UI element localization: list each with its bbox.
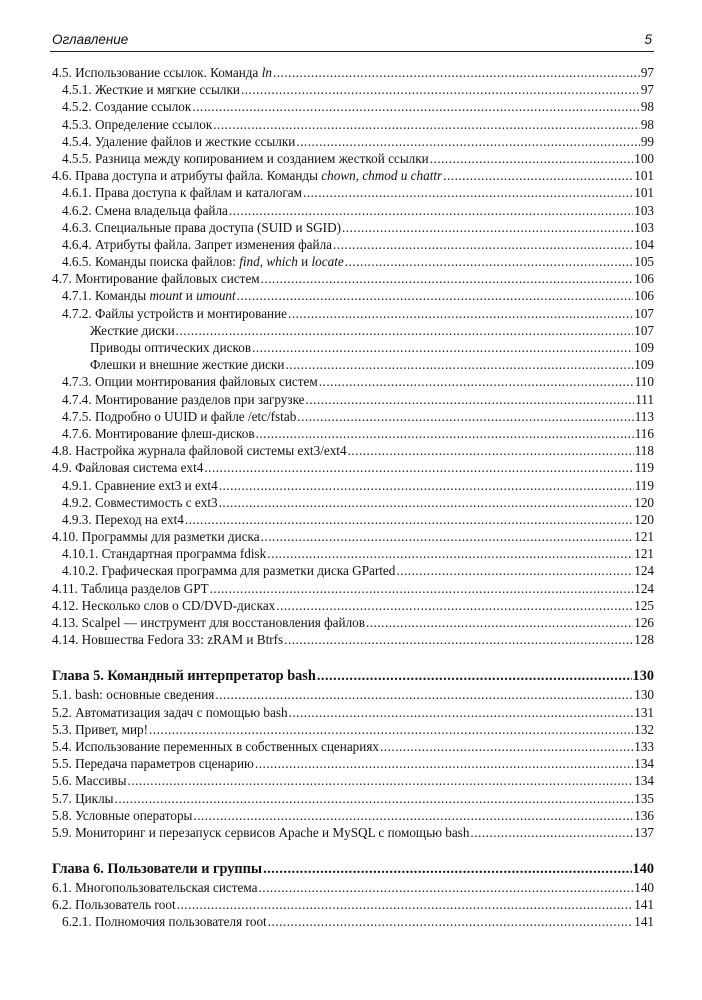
toc-entry-title-text: 4.9.2. Совместимость с ext3 <box>62 494 218 510</box>
toc-entry-title <box>50 545 266 562</box>
toc-leader-dots <box>443 167 633 184</box>
toc-entry-title-text: 4.7.3. Опции монтирования файловых систем <box>62 374 318 390</box>
toc-entry-title-text: Жесткие диски <box>90 322 175 338</box>
toc-entry-title <box>50 528 260 545</box>
toc-leader-dots <box>345 253 633 270</box>
toc-entry[interactable] <box>50 807 654 824</box>
toc-entry[interactable] <box>50 580 654 597</box>
toc-page-number: 104 <box>634 236 654 252</box>
toc-entry-title <box>50 772 127 789</box>
toc-leader-dots <box>297 408 633 425</box>
toc-entry[interactable] <box>50 64 654 81</box>
toc-entry-title-text: 4.6.2. Смена владельца файла <box>62 202 228 218</box>
toc-entry[interactable] <box>50 98 654 115</box>
toc-entry[interactable] <box>50 425 654 442</box>
toc-leader-dots <box>115 790 634 807</box>
toc-leader-dots <box>219 477 634 494</box>
toc-entry[interactable] <box>50 824 654 841</box>
toc-page-number: 141 <box>634 914 654 930</box>
toc-entry-title-text: 4.7.2. Файлы устройств и монтирование <box>62 305 288 321</box>
toc-entry-title <box>50 184 302 201</box>
toc-page-number: 109 <box>634 357 654 373</box>
toc-entry-title <box>50 98 191 115</box>
header-page-number: 5 <box>644 32 652 47</box>
toc-entry[interactable] <box>50 597 654 614</box>
toc-entry-title-italic: chown, chmod и chattr <box>321 168 443 184</box>
toc-entry-title <box>50 425 255 442</box>
toc-leader-dots <box>289 704 634 721</box>
toc-entry-title <box>50 494 218 511</box>
toc-page-number: 98 <box>640 99 654 115</box>
toc-entry-title <box>50 790 114 807</box>
toc-entry[interactable] <box>50 167 654 184</box>
toc-entry[interactable] <box>50 528 654 545</box>
toc-entry-title-text: 4.5.3. Определение ссылок <box>62 116 213 132</box>
toc-page-number: 106 <box>634 271 654 287</box>
toc-page-number: 134 <box>634 756 654 772</box>
toc-page-number: 103 <box>634 202 654 218</box>
toc-entry[interactable] <box>50 686 654 703</box>
toc-entry-title-text: 4.7. Монтирование файловых систем <box>52 271 260 287</box>
toc-page-number: 136 <box>634 807 654 823</box>
toc-leader-dots <box>256 425 634 442</box>
toc-entry-title <box>50 253 344 270</box>
toc-entry-title <box>50 614 365 631</box>
toc-page-number: 120 <box>634 494 654 510</box>
toc-page-number: 134 <box>634 773 654 789</box>
toc-entry[interactable] <box>50 322 654 339</box>
toc-leader-dots <box>285 356 633 373</box>
toc-entry-title <box>50 150 429 167</box>
toc-entry[interactable] <box>50 738 654 755</box>
toc-leader-dots <box>288 305 633 322</box>
toc-page-number: 119 <box>634 477 654 493</box>
toc-entry-title-text: 4.5. Использование ссылок. Команда <box>52 65 262 80</box>
toc-entry-title-italic: umount <box>196 288 236 304</box>
toc-entry[interactable] <box>50 236 654 253</box>
toc-entry[interactable] <box>50 356 654 373</box>
toc-page-number: 140 <box>632 861 654 878</box>
toc-entry[interactable] <box>50 545 654 562</box>
toc-entry-title <box>50 219 341 236</box>
toc-entry-title-text: 4.5.5. Разница между копированием и созданием жесткой ссылки <box>62 150 429 166</box>
toc-entry-title-italic: find, which <box>239 254 298 270</box>
toc-entry[interactable] <box>50 913 654 930</box>
toc-page-number: 110 <box>634 374 654 390</box>
toc-entry-title-text: 5.3. Привет, мир! <box>52 721 149 737</box>
toc-entry-title-text: 6.1. Многопользовательская система <box>52 880 258 896</box>
toc-entry[interactable] <box>50 879 654 896</box>
toc-leader-dots <box>276 597 633 614</box>
toc-page-number: 141 <box>634 897 654 913</box>
toc-entry-title-text: 5.2. Автоматизация задач с помощью bash <box>52 704 288 720</box>
toc-entry-title <box>50 704 288 721</box>
toc-leader-dots <box>273 64 640 81</box>
toc-page-number: 109 <box>634 340 654 355</box>
toc-page-number: 119 <box>634 460 654 476</box>
toc-page-number: 124 <box>634 563 654 579</box>
toc-page-number: 101 <box>634 168 654 184</box>
toc-entry-title <box>50 373 318 390</box>
toc-entry-title <box>50 631 283 648</box>
toc-leader-dots <box>366 614 633 631</box>
toc-entry[interactable] <box>50 287 654 304</box>
toc-entry[interactable] <box>50 133 654 150</box>
toc-entry-title <box>50 807 192 824</box>
toc-leader-dots <box>263 859 631 879</box>
toc-entry[interactable] <box>50 270 654 287</box>
toc-leader-dots <box>252 339 633 356</box>
toc-entry-title <box>50 562 395 579</box>
toc-entry[interactable] <box>50 408 654 425</box>
toc-entry-title <box>50 322 175 339</box>
toc-entry-title-text: Флешки и внешние жесткие диски <box>90 357 285 373</box>
toc-page-number: 128 <box>634 632 654 648</box>
toc-entry-title-text: 4.7.1. Команды <box>62 288 150 304</box>
toc-entry-title <box>50 391 305 408</box>
toc-leader-dots <box>317 666 632 686</box>
toc-entry-title-text: 4.12. Несколько слов о CD/DVD-дисках <box>52 597 276 613</box>
toc-entry[interactable] <box>50 184 654 201</box>
toc-leader-dots <box>430 150 633 167</box>
toc-entry-title-text: и <box>182 288 197 304</box>
toc-entry-title <box>50 116 212 133</box>
toc-entry[interactable] <box>50 442 654 459</box>
toc-entry-title-text: 5.5. Передача параметров сценарию <box>52 756 254 772</box>
toc-page-number: 107 <box>634 305 654 321</box>
toc-entry-title-text: 4.9.3. Переход на ext4 <box>62 511 184 527</box>
toc-entry-title-text: и <box>297 254 312 270</box>
toc-entry-title-text: 5.9. Мониторинг и перезапуск сервисов Apache и MySQL с помощью bash <box>52 824 470 840</box>
toc-entry-title-text: 5.1. bash: основные сведения <box>52 687 215 703</box>
toc-page-number: 116 <box>634 425 654 441</box>
toc-page-number: 132 <box>634 721 654 737</box>
toc-leader-dots <box>284 631 633 648</box>
toc-entry-title <box>50 356 284 373</box>
toc-entry[interactable] <box>50 116 654 133</box>
toc-page-number: 99 <box>640 133 654 149</box>
toc-entry-title <box>50 511 184 528</box>
toc-entry[interactable] <box>50 704 654 721</box>
toc-entry-title <box>50 442 347 459</box>
toc-leader-dots <box>342 219 633 236</box>
toc-page-number: 130 <box>634 687 654 703</box>
toc-page-number: 107 <box>634 322 654 338</box>
toc-page-number: 133 <box>634 738 654 754</box>
header-rule <box>50 51 654 52</box>
toc-leader-dots <box>176 322 634 339</box>
toc-entry-title <box>50 913 267 930</box>
toc-entry-title <box>50 755 254 772</box>
toc-leader-dots <box>213 116 640 133</box>
toc-entry-title-text: 4.14. Новшества Fedora 33: zRAM и Btrfs <box>52 632 284 648</box>
toc-entry-title-text: 4.11. Таблица разделов GPT <box>52 580 209 596</box>
toc-leader-dots <box>267 545 633 562</box>
toc-entry-title-text: 4.10.2. Графическая программа для разметки диска GParted <box>62 563 396 579</box>
toc-leader-dots <box>128 772 634 789</box>
toc-entry-title-text: 4.6. Права доступа и атрибуты файла. Команды <box>52 168 322 184</box>
toc-entry[interactable] <box>50 81 654 98</box>
toc-entry[interactable] <box>50 721 654 738</box>
toc-page-number: 113 <box>634 408 654 424</box>
toc-leader-dots <box>255 755 633 772</box>
toc-entry-title <box>50 305 287 322</box>
toc-entry-title-text: 4.5.4. Удаление файлов и жесткие ссылки <box>62 133 296 149</box>
toc-page-number: 137 <box>634 824 654 840</box>
toc-entry-title <box>50 236 332 253</box>
toc-entry-title <box>50 81 240 98</box>
toc-entry[interactable] <box>50 339 654 356</box>
toc-entry[interactable] <box>50 562 654 579</box>
toc-entry-title <box>50 859 262 879</box>
toc-entry-title-italic: locate <box>311 254 344 270</box>
toc-page-number: 130 <box>632 668 654 685</box>
toc-leader-dots <box>237 287 634 304</box>
toc-page-number: 120 <box>634 511 654 527</box>
toc-entry-title <box>50 459 203 476</box>
toc-page-number: 121 <box>634 529 654 545</box>
toc-leader-dots <box>261 270 634 287</box>
toc-entry-title <box>50 666 316 686</box>
toc-leader-dots <box>204 459 633 476</box>
toc-entry[interactable] <box>50 755 654 772</box>
toc-entry-title <box>50 408 296 425</box>
toc-entry-title-text: 4.6.1. Права доступа к файлам и каталогам <box>62 185 303 201</box>
toc-entry-title <box>50 686 214 703</box>
toc-entry-title-text: Приводы оптических дисков <box>90 340 252 355</box>
toc-leader-dots <box>470 824 633 841</box>
toc-entry-title-text: 6.2.1. Полномочия пользователя root <box>62 914 267 930</box>
toc-page-number: 118 <box>634 443 654 459</box>
toc-entry[interactable] <box>50 614 654 631</box>
toc-leader-dots <box>306 391 635 408</box>
toc-leader-dots <box>210 580 634 597</box>
toc-entry-title-text: 4.10.1. Стандартная программа fdisk <box>62 546 267 562</box>
toc-leader-dots <box>303 184 633 201</box>
toc-leader-dots <box>396 562 633 579</box>
toc-entry-title <box>50 339 251 356</box>
toc-entry-title-text: 4.6.3. Специальные права доступа (SUID и SGID) <box>62 219 341 235</box>
toc-page-number: 125 <box>634 597 654 613</box>
toc-entry[interactable] <box>50 219 654 236</box>
toc-leader-dots <box>268 913 634 930</box>
toc-entry-title-text: 4.6.4. Атрибуты файла. Запрет изменения файла <box>62 236 333 252</box>
toc-entry-title-text: 4.10. Программы для разметки диска <box>52 529 260 545</box>
toc-entry-title <box>50 64 272 81</box>
toc-leader-dots <box>333 236 633 253</box>
toc-entry-title-italic: mount <box>149 288 183 304</box>
toc-page-number: 97 <box>640 82 654 98</box>
toc-leader-dots <box>241 81 640 98</box>
toc-page-number: 131 <box>634 704 654 720</box>
toc-leader-dots <box>177 896 634 913</box>
toc-leader-dots <box>348 442 634 459</box>
toc-page-number: 98 <box>640 116 654 132</box>
toc-page-number: 103 <box>634 219 654 235</box>
toc-entry[interactable] <box>50 790 654 807</box>
toc-entry[interactable] <box>50 150 654 167</box>
toc-entry-title <box>50 879 257 896</box>
toc-entry-title-italic: ln <box>261 65 272 80</box>
toc-leader-dots <box>215 686 633 703</box>
toc-entry-title-text: 4.13. Scalpel — инструмент для восстановления файлов <box>52 615 365 630</box>
toc-entry[interactable] <box>50 511 654 528</box>
toc-page-number: 135 <box>634 790 654 806</box>
toc-leader-dots <box>193 807 633 824</box>
toc-entry[interactable] <box>50 631 654 648</box>
toc-entry[interactable] <box>50 202 654 219</box>
toc-entry-title <box>50 167 442 184</box>
toc-entry[interactable] <box>50 896 654 913</box>
toc-leader-dots <box>296 133 640 150</box>
toc-leader-dots <box>261 528 634 545</box>
toc-leader-dots <box>219 494 634 511</box>
toc-leader-dots <box>185 511 633 528</box>
toc-entry[interactable] <box>50 459 654 476</box>
toc-chapter-entry[interactable] <box>50 859 654 879</box>
toc-page-number: 97 <box>640 65 654 80</box>
toc-entry-title-text: 4.7.6. Монтирование флеш-дисков <box>62 425 255 441</box>
toc-entry-title <box>50 824 469 841</box>
toc-entry-title-text: 4.5.2. Создание ссылок <box>62 99 192 115</box>
toc-entry[interactable] <box>50 772 654 789</box>
toc-entry-title-text: 6.2. Пользователь root <box>52 897 176 913</box>
header-title: Оглавление <box>52 32 129 47</box>
toc-page-number: 105 <box>634 254 654 270</box>
toc-page-number: 111 <box>635 391 654 407</box>
toc-entry-title <box>50 597 275 614</box>
toc-leader-dots <box>192 98 640 115</box>
toc-entry-title <box>50 721 148 738</box>
toc-entry-title-text: 4.6.5. Команды поиска файлов: <box>62 254 240 270</box>
toc-entry-title-text: 4.9.1. Сравнение ext3 и ext4 <box>62 477 218 493</box>
toc-entry-title <box>50 202 228 219</box>
toc-entry-title-text: 5.4. Использование переменных в собственных сценариях <box>52 738 379 754</box>
toc-entry[interactable] <box>50 253 654 270</box>
toc-leader-dots <box>319 373 634 390</box>
toc-entry-title <box>50 896 176 913</box>
toc-entry-title-text: 5.8. Условные операторы <box>52 807 193 823</box>
toc-entry-title-text: 4.9. Файловая система ext4 <box>52 460 204 476</box>
table-of-contents <box>50 64 654 931</box>
toc-entry[interactable] <box>50 305 654 322</box>
toc-entry-title-text: 4.5.1. Жесткие и мягкие ссылки <box>62 82 240 98</box>
toc-entry-title <box>50 738 379 755</box>
toc-entry-title-text: 4.8. Настройка журнала файловой системы ext3/ext4 <box>52 443 347 459</box>
toc-page-number: 126 <box>634 615 654 630</box>
toc-entry-title-text: Глава 5. Командный интерпретатор bash <box>52 668 316 685</box>
toc-entry-title <box>50 270 260 287</box>
toc-entry-title-text: Глава 6. Пользователи и группы <box>52 861 263 878</box>
toc-page-number: 101 <box>634 185 654 201</box>
toc-leader-dots <box>149 721 633 738</box>
toc-page-number: 124 <box>634 580 654 596</box>
toc-entry[interactable] <box>50 391 654 408</box>
running-header <box>50 32 654 52</box>
toc-entry-title-text: 4.7.4. Монтирование разделов при загрузке <box>62 391 305 407</box>
toc-entry-title-text: 4.7.5. Подробно о UUID и файле /etc/fstab <box>62 408 297 424</box>
toc-page-number: 106 <box>634 288 654 304</box>
toc-chapter-entry[interactable] <box>50 666 654 686</box>
toc-entry[interactable] <box>50 373 654 390</box>
toc-page-number: 140 <box>634 880 654 896</box>
toc-leader-dots <box>258 879 633 896</box>
toc-entry[interactable] <box>50 477 654 494</box>
toc-entry[interactable] <box>50 494 654 511</box>
toc-entry-title-text: 5.7. Циклы <box>52 790 114 806</box>
toc-page-number: 121 <box>634 546 654 562</box>
toc-entry-title <box>50 580 209 597</box>
toc-entry-title <box>50 287 236 304</box>
toc-entry-title <box>50 133 295 150</box>
toc-leader-dots <box>380 738 633 755</box>
toc-entry-title <box>50 477 218 494</box>
toc-leader-dots <box>229 202 633 219</box>
toc-entry-title-text: 5.6. Массивы <box>52 773 127 789</box>
toc-page-number: 100 <box>634 150 654 166</box>
